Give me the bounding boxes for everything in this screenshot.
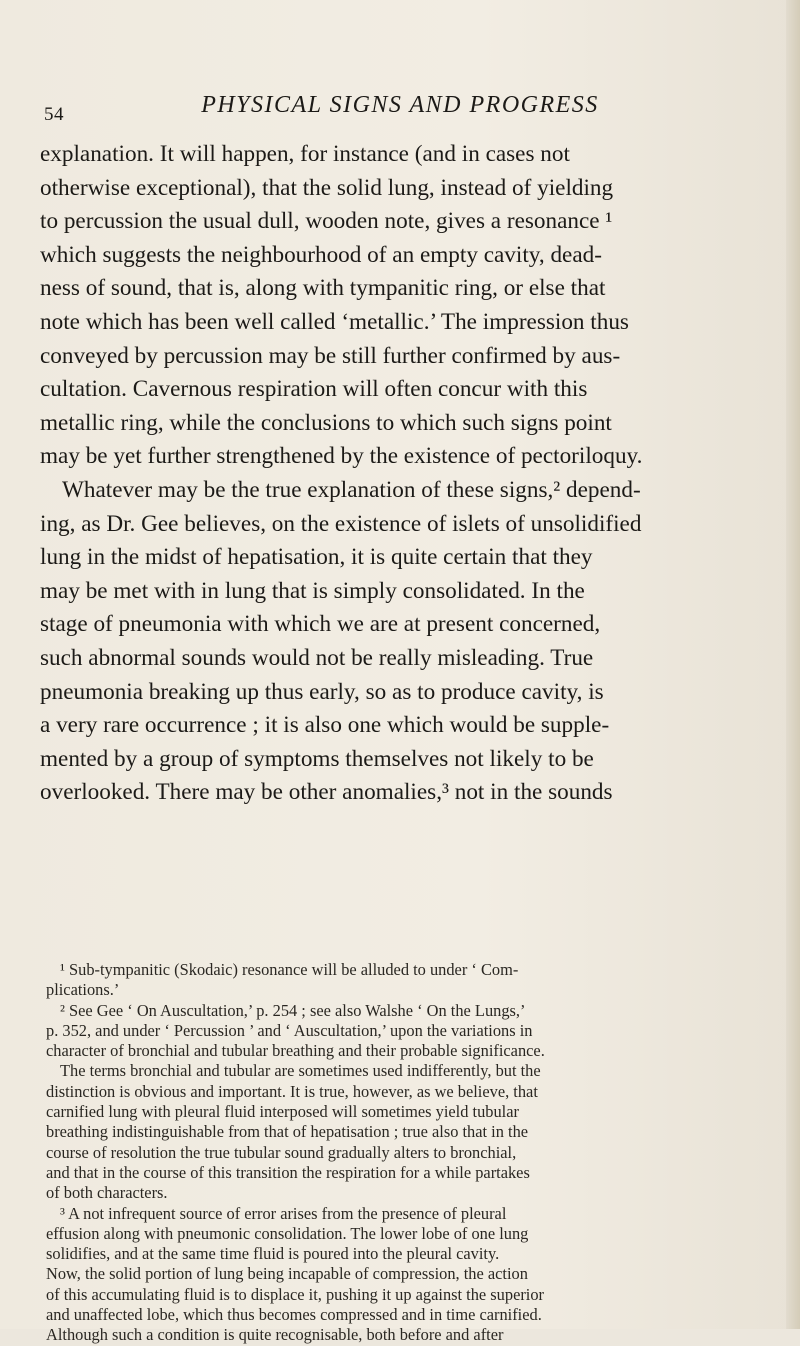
footnote-line: ³ A not infrequent source of error arises from the presence of pleural [60, 1203, 507, 1223]
footnote-line: carnified lung with pleural fluid interposed will sometimes yield tubular [46, 1102, 519, 1122]
body-line: pneumonia breaking up thus early, so as to produce cavity, is [40, 678, 604, 705]
footnote-line: solidifies, and at the same time fluid is poured into the pleural cavity. [46, 1244, 500, 1264]
footnote-line: ² See Gee ‘ On Auscultation,’ p. 254 ; see also Walshe ‘ On the Lungs,’ [60, 1000, 526, 1020]
body-line: ness of sound, that is, along with tympanitic ring, or else that [40, 275, 606, 302]
body-line: Whatever may be the true explanation of these signs,² depend- [62, 476, 641, 503]
footnote-line: character of bronchial and tubular breathing and their probable significance. [46, 1041, 545, 1061]
body-line: conveyed by percussion may be still further confirmed by aus- [40, 342, 621, 369]
body-line: cultation. Cavernous respiration will often concur with this [40, 376, 588, 403]
page-number: 54 [44, 104, 64, 125]
body-line: may be met with in lung that is simply consolidated. In the [40, 577, 585, 604]
page-edge [786, 0, 800, 1329]
footnote-line: breathing indistinguishable from that of hepatisation ; true also that in the [46, 1122, 529, 1142]
footnotes [46, 960, 722, 1346]
body-line: mented by a group of symptoms themselves not likely to be [40, 745, 594, 772]
body-line: which suggests the neighbourhood of an empty cavity, dead- [40, 241, 602, 268]
body-line: otherwise exceptional), that the solid lung, instead of yielding [40, 174, 614, 201]
body-line: lung in the midst of hepatisation, it is quite certain that they [40, 544, 593, 571]
body-line: to percussion the usual dull, wooden note, gives a resonance ¹ [40, 208, 613, 235]
body-line: a very rare occurrence ; it is also one which would be supple- [40, 712, 610, 739]
footnote-line: p. 352, and under ‘ Percussion ’ and ‘ Auscultation,’ upon the variations in [46, 1020, 533, 1040]
footnote-line: and that in the course of this transition the respiration for a while partakes [46, 1162, 530, 1182]
footnote-line: of this accumulating fluid is to displace it, pushing it up against the superior [46, 1284, 545, 1304]
footnote-line: of both characters. [46, 1183, 168, 1203]
body-line: explanation. It will happen, for instance (and in cases not [40, 141, 570, 167]
footnote-line: Although such a condition is quite recognisable, both before and after [46, 1325, 504, 1345]
footnote-line: ¹ Sub-tympanitic (Skodaic) resonance will be alluded to under ‘ Com- [60, 960, 519, 979]
body-line: metallic ring, while the conclusions to which such signs point [40, 409, 612, 436]
footnote-line: distinction is obvious and important. It is true, however, as we believe, that [46, 1081, 538, 1101]
footnote-line: plications.’ [46, 980, 120, 1000]
body-line: such abnormal sounds would not be really misleading. True [40, 644, 594, 671]
running-head: PHYSICAL SIGNS AND PROGRESS [201, 92, 599, 118]
footnote-line: The terms bronchial and tubular are sometimes used indifferently, but the [60, 1061, 541, 1081]
body-line: note which has been well called ‘metallic.’ The impression thus [40, 308, 629, 335]
footnote-line: effusion along with pneumonic consolidation. The lower lobe of one lung [46, 1223, 529, 1243]
footnote-line: course of resolution the true tubular sound gradually alters to bronchial, [46, 1142, 517, 1162]
body-text [40, 138, 720, 810]
footnote-line: and unaffected lobe, which thus becomes compressed and in time carnified. [46, 1305, 542, 1325]
footnote-line: Now, the solid portion of lung being incapable of compression, the action [46, 1264, 528, 1284]
body-line: may be yet further strengthened by the existence of pectoriloquy. [40, 443, 643, 470]
body-line: ing, as Dr. Gee believes, on the existence of islets of unsolidified [40, 510, 642, 537]
body-line: stage of pneumonia with which we are at present concerned, [40, 611, 601, 638]
body-line: overlooked. There may be other anomalies,³ not in the sounds [40, 779, 613, 806]
